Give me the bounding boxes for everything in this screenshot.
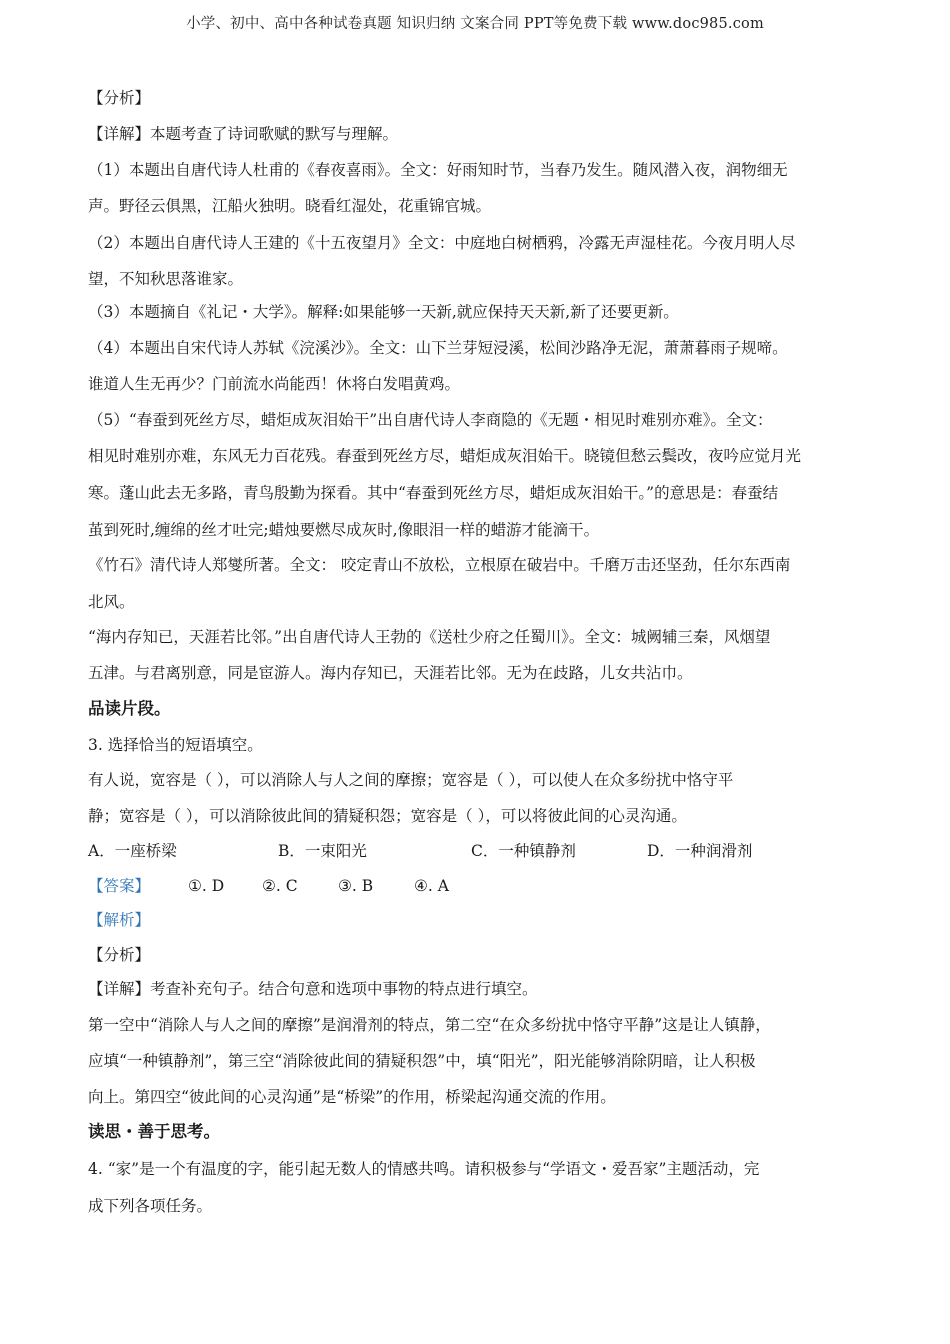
explain-tag: 【解析】	[88, 911, 151, 929]
answer-4: ④. A	[414, 877, 449, 895]
zhushi-line-b: 北风。	[88, 593, 135, 611]
haine-line-b: 五津。与君离别意，同是宦游人。海内存知已，天涯若比邻。无为在歧路，儿女共沾巾。	[88, 664, 693, 682]
item1-line-b: 声。野径云俱黑，江船火独明。晓看红湿处，花重锦官城。	[88, 197, 492, 215]
analysis-tag-2: 【分析】	[88, 946, 151, 964]
answer-1: ①. D	[188, 877, 225, 895]
question4-line-b: 成下列各项任务。	[88, 1197, 213, 1215]
option-b: B．一束阳光	[278, 842, 367, 860]
question4-line-a: 4. “家”是一个有温度的字，能引起无数人的情感共鸣。请积极参与“学语文・爱吾家”主题活动，完	[88, 1160, 760, 1178]
item2-line-a: （2）本题出自唐代诗人王建的《十五夜望月》全文：中庭地白树栖鸦，冷露无声湿桂花。今夜月明人尽	[88, 234, 796, 252]
item5-line-a: （5）“春蚕到死丝方尽，蜡炬成灰泪始干”出自唐代诗人李商隐的《无题・相见时难别亦难》。全文：	[88, 411, 773, 429]
question3: 3. 选择恰当的短语填空。	[88, 736, 263, 754]
item1-line-a: （1）本题出自唐代诗人杜甫的《春夜喜雨》。全文：好雨知时节，当春乃发生。随风潜入夜，润物细无	[88, 161, 788, 179]
analysis-tag: 【分析】	[88, 89, 151, 107]
detail-text-2: 考查补充句子。结合句意和选项中事物的特点进行填空。	[150, 980, 538, 998]
item4-line-a: （4）本题出自宋代诗人苏轼《浣溪沙》。全文：山下兰芽短浸溪，松间沙路净无泥，萧萧暮雨子规啼。	[88, 339, 788, 357]
explain-para-a: 第一空中“消除人与人之间的摩擦”是润滑剂的特点，第二空“在众多纷扰中恪守平静”这是让人镇静，	[88, 1016, 771, 1034]
question3-stem-a: 有人说，宽容是（ ），可以消除人与人之间的摩擦；宽容是（ ），可以使人在众多纷扰中恪守平	[88, 771, 734, 789]
zhushi-line-a: 《竹石》清代诗人郑燮所著。全文： 咬定青山不放松，立根原在破岩中。千磨万击还坚劲，任尔东西南	[88, 556, 791, 574]
item5-line-b: 相见时难别亦难，东风无力百花残。春蚕到死丝方尽，蜡炬成灰泪始干。晓镜但愁云鬓改，夜吟应觉月光	[88, 447, 802, 465]
detail-line	[88, 123, 398, 145]
option-a: A．一座桥梁	[88, 842, 177, 860]
item2-line-b: 望，不知秋思落谁家。	[88, 270, 244, 288]
detail-tag-2: 【详解】	[88, 980, 151, 998]
detail-line-2	[88, 978, 538, 1000]
section2-heading: 品读片段。	[88, 699, 171, 718]
answer-2: ②. C	[262, 877, 298, 895]
haine-line-a: “海内存知已，天涯若比邻。”出自唐代诗人王勃的《送杜少府之任蜀川》。全文：城阙辅三秦，风烟望	[88, 628, 771, 646]
explain-para-c: 向上。第四空“彼此间的心灵沟通”是“桥梁”的作用，桥梁起沟通交流的作用。	[88, 1088, 616, 1106]
answer-3: ③. B	[338, 877, 374, 895]
page-header: 小学、初中、高中各种试卷真题 知识归纳 文案合同 PPT等免费下载 www.doc985.com	[186, 16, 764, 32]
question3-stem-b: 静；宽容是（ ），可以消除彼此间的猜疑积怨；宽容是（ ），可以将彼此间的心灵沟通。	[88, 807, 687, 825]
explain-para-b: 应填“一种镇静剂”，第三空“消除彼此间的猜疑积怨”中，填“阳光”，阳光能够消除阴暗，让人积极	[88, 1052, 756, 1070]
detail-tag: 【详解】	[88, 125, 151, 143]
section3-heading: 读思・善于思考。	[88, 1122, 220, 1141]
item3-line: （3）本题摘自《礼记・大学》。解释:如果能够一天新,就应保持天天新,新了还要更新。	[88, 303, 679, 321]
option-c: C．一种镇静剂	[471, 842, 576, 860]
item5-line-c: 寒。蓬山此去无多路，青鸟殷勤为探看。其中“春蚕到死丝方尽，蜡炬成灰泪始干。”的意思是：春蚕结	[88, 484, 779, 502]
item5-line-d: 茧到死时,缠绵的丝才吐完;蜡烛要燃尽成灰时,像眼泪一样的蜡游才能滴干。	[88, 521, 600, 539]
item4-line-b: 谁道人生无再少？门前流水尚能西！休将白发唱黄鸡。	[88, 375, 461, 393]
option-d: D．一种润滑剂	[647, 842, 753, 860]
answer-tag: 【答案】	[88, 877, 151, 895]
detail-intro: 本题考查了诗词歌赋的默写与理解。	[150, 125, 399, 143]
